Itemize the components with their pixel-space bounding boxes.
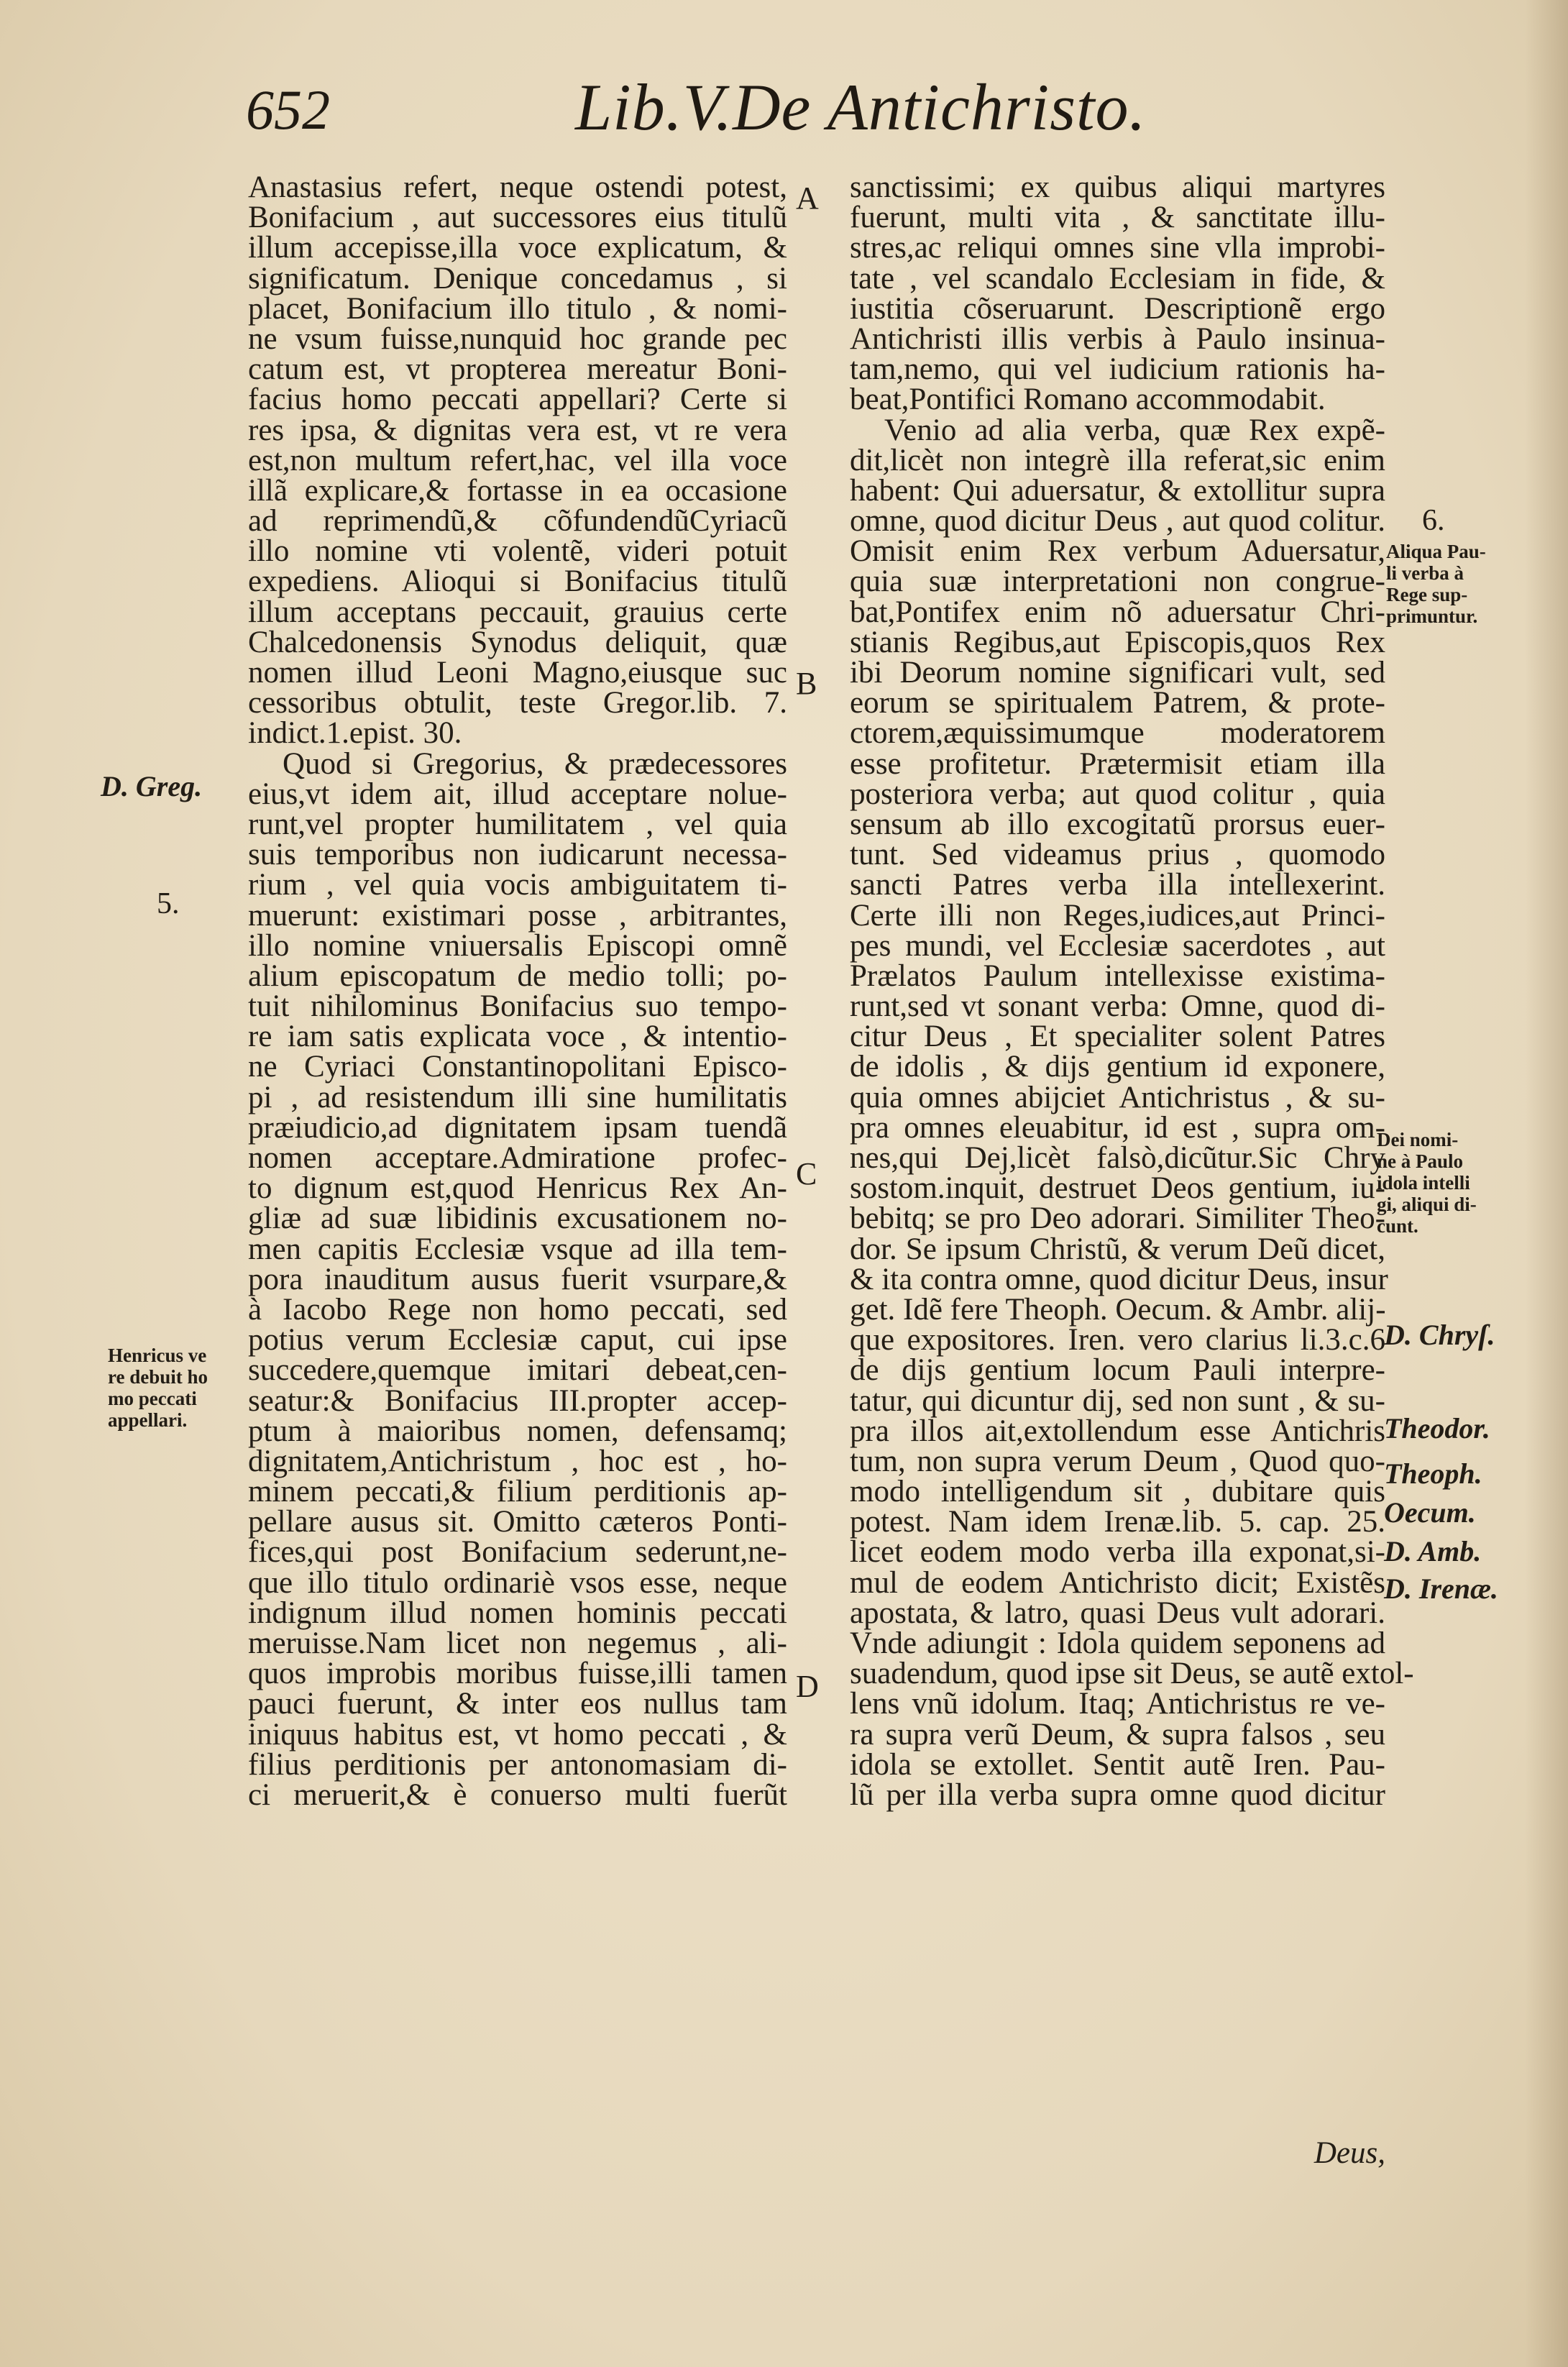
text-line: men capitis Ecclesiæ vsque ad illa tem- (248, 1232, 787, 1266)
text-line: idola se extollet. Sentit autẽ Iren. Pau- (850, 1747, 1385, 1782)
text-line: Vnde adiungit : Idola quidem seponens ad (850, 1626, 1385, 1660)
text-line: tatur, qui dicuntur dij, sed non sunt , & su- (850, 1383, 1385, 1418)
text-line: potius verum Ecclesiæ caput, cui ipse (248, 1323, 787, 1358)
text-line: quia suæ interpretationi non congrue- (850, 564, 1385, 599)
text-line: runt,vel propter humilitatem , vel quia (248, 807, 787, 841)
text-line: ra supra verũ Deum, & supra falsos , seu (850, 1717, 1385, 1752)
text-line: Anastasius refert, neque ostendi potest, (248, 170, 787, 204)
section-letter-c: C (796, 1156, 817, 1191)
text-line: suis temporibus non iudicarunt necessa- (248, 838, 787, 872)
text-line: lens vnũ idolum. Itaq; Antichristus re ve- (850, 1687, 1385, 1721)
text-line: pora inauditum ausus fuerit vsurpare,& (248, 1262, 787, 1296)
text-line: rium , vel quia vocis ambiguitatem ti- (248, 868, 787, 902)
catchword: Deus, (1313, 2136, 1385, 2170)
margin-line: ne à Paulo (1377, 1150, 1464, 1172)
text-line: Antichristi illis verbis à Paulo insinua- (850, 321, 1385, 356)
text-line: bat,Pontifex enim nõ aduersatur Chri- (850, 595, 1385, 629)
text-line: licet eodem modo verba illa exponat,si- (850, 1535, 1385, 1570)
text-line: nomen illud Leoni Magno,eiusque suc (248, 656, 787, 690)
text-line: fices,qui post Bonifacium sederunt,ne- (248, 1535, 787, 1570)
margin-note-theodor: Theodor. (1384, 1412, 1490, 1445)
text-line: esse profitetur. Prætermisit etiam illa (850, 746, 1385, 781)
text-line: tum, non supra verum Deum , Quod quo- (850, 1444, 1385, 1478)
text-line: nomen acceptare.Admiratione profec- (248, 1141, 787, 1175)
text-line: cessoribus obtulit, teste Gregor.lib. 7. (248, 686, 787, 720)
text-line: tam,nemo, qui vel iudicium rationis ha- (850, 352, 1385, 387)
text-line: pra illos ait,extollendum esse Antichris (850, 1414, 1385, 1448)
text-line: quia omnes abijciet Antichristus , & su- (850, 1080, 1385, 1114)
text-line: dor. Se ipsum Christũ, & verum Deũ dicet, (850, 1232, 1385, 1266)
text-line: to dignum est,quod Henricus Rex An- (248, 1171, 787, 1206)
text-line: ctorem,æquissimumque moderatorem (850, 716, 1385, 751)
margin-line: idola intelli (1377, 1172, 1470, 1194)
text-line: pes mundi, vel Ecclesiæ sacerdotes , aut (850, 928, 1385, 963)
text-line: præiudicio,ad dignitatem ipsam tuendã (248, 1110, 787, 1145)
text-line: posteriora verba; aut quod colitur , quia (850, 777, 1385, 811)
margin-line: Rege sup- (1386, 584, 1468, 605)
text-line: illo nomine vti volentẽ, videri potuit (248, 534, 787, 569)
text-line: que expositores. Iren. vero clarius li.3.c.6 (850, 1323, 1385, 1358)
text-line: minem peccati,& filium perditionis ap- (248, 1475, 787, 1509)
text-line: apostata, & latro, quasi Deus vult adorari. (850, 1595, 1385, 1630)
text-line: Bonifacium , aut successores eius titulũ (248, 201, 787, 235)
text-line: placet, Bonifacium illo titulo , & nomi- (248, 291, 787, 326)
text-line: beat,Pontifici Romano accommodabit. (850, 383, 1326, 417)
section-letter-b: B (796, 666, 817, 701)
section-letter-a: A (796, 180, 819, 216)
text-line: ne vsum fuisse,nunquid hoc grande pec (248, 321, 787, 356)
margin-note-aliqua (1386, 541, 1486, 627)
margin-note-theoph: Theoph. (1384, 1457, 1482, 1490)
text-line: meruisse.Nam licet non negemus , ali- (248, 1626, 787, 1660)
margin-line: Henricus ve (108, 1345, 207, 1366)
text-line: illo nomine vniuersalis Episcopi omnẽ (248, 928, 787, 963)
page-edge-shadow (1525, 0, 1568, 2367)
text-line: expediens. Alioqui si Bonifacius titulũ (248, 564, 787, 599)
margin-note-amb: D. Amb. (1384, 1535, 1482, 1567)
text-line: modo intelligendum sit , dubitare quis (850, 1475, 1385, 1509)
text-line: indict.1.epist. 30. (248, 716, 462, 751)
text-line: de dijs gentium locum Pauli interpre- (850, 1353, 1385, 1388)
text-line: Quod si Gregorius, & prædecessores (283, 746, 787, 781)
left-text-column (248, 170, 787, 1812)
text-line: ad reprimendũ,& cõfundendũCyriacũ (248, 504, 787, 539)
section-letter-d: D (796, 1669, 819, 1704)
text-line: mul de eodem Antichristo dicit; Existẽs (850, 1565, 1385, 1600)
text-line: omne, quod dicitur Deus , aut quod colitur. (850, 504, 1385, 539)
text-line: eius,vt idem ait, illud acceptare nolue- (248, 777, 787, 811)
text-line: que illo titulo ordinariè vsos esse, neque (248, 1565, 787, 1600)
text-line: Venio ad alia verba, quæ Rex expẽ- (884, 413, 1385, 447)
margin-line: li verba à (1386, 562, 1464, 584)
text-line: habent: Qui aduersatur, & extollitur supra (850, 473, 1385, 508)
text-line: ibi Deorum nomine significari vult, sed (850, 656, 1385, 690)
margin-line: Dei nomi- (1377, 1129, 1459, 1150)
margin-note-henricus (108, 1345, 208, 1431)
margin-note-dei-nomine (1377, 1129, 1477, 1237)
margin-line: gi, aliqui di- (1377, 1194, 1477, 1215)
text-line: filius perditionis per antonomasiam di- (248, 1747, 787, 1782)
margin-note-d-greg: D. Greg. (101, 770, 203, 802)
paragraph-number-5: 5. (157, 887, 180, 920)
text-line: citur Deus , Et specialiter solent Patres (850, 1020, 1385, 1054)
text-line: eorum se spiritualem Patrem, & prote- (850, 686, 1385, 720)
text-line: res ipsa, & dignitas vera est, vt re vera (248, 413, 787, 447)
text-line: lũ per illa verba supra omne quod dicitur (850, 1777, 1385, 1812)
margin-line: appellari. (108, 1409, 188, 1431)
text-line: re iam satis explicata voce , & intentio- (248, 1020, 787, 1054)
text-line: iustitia cõseruarunt. Descriptionẽ ergo (850, 291, 1385, 326)
text-line: potest. Nam idem Irenæ.lib. 5. cap. 25. (850, 1505, 1385, 1539)
text-line: iniquus habitus est, vt homo peccati , & (248, 1717, 787, 1752)
margin-line: primuntur. (1386, 605, 1478, 627)
margin-line: mo peccati (108, 1388, 197, 1409)
text-line: Omisit enim Rex verbum Aduersatur, (850, 534, 1385, 569)
text-line: stres,ac reliqui omnes sine vlla improbi- (850, 231, 1385, 265)
paragraph-number-6: 6. (1422, 504, 1445, 537)
text-line: succedere,quemque imitari debeat,cen- (248, 1353, 787, 1388)
margin-line: cunt. (1377, 1215, 1418, 1237)
text-line: nes,qui Dej,licèt falsò,dicũtur.Sic Chry (850, 1141, 1385, 1175)
margin-line: re debuit ho (108, 1366, 208, 1388)
text-line: illã explicare,& fortasse in ea occasione (248, 473, 787, 508)
text-line: ptum à maioribus nomen, defensamq; (248, 1414, 787, 1448)
text-line: est,non multum refert,hac, vel illa voce (248, 443, 787, 477)
text-line: sanctissimi; ex quibus aliqui martyres (850, 170, 1385, 204)
text-line: runt,sed vt sonant verba: Omne, quod di- (850, 989, 1385, 1024)
text-line: pi , ad resistendum illi sine humilitatis (248, 1080, 787, 1114)
margin-note-chrys: D. Chryſ. (1384, 1319, 1495, 1351)
text-line: sensum ab illo excogitatũ prorsus euer- (850, 807, 1385, 841)
text-line: facius homo peccati appellari? Certe si (248, 383, 787, 417)
text-line: catum est, vt propterea mereatur Boni- (248, 352, 787, 387)
text-line: pellare ausus sit. Omitto cæteros Ponti- (248, 1505, 787, 1539)
text-line: sancti Patres verba illa intellexerint. (850, 868, 1385, 902)
text-line: dignitatem,Antichristum , hoc est , ho- (248, 1444, 787, 1478)
text-line: fuerunt, multi vita , & sanctitate illu- (850, 201, 1385, 235)
text-line: Certe illi non Reges,iudices,aut Princi- (850, 898, 1385, 933)
text-line: tunt. Sed videamus prius , quomodo (850, 838, 1385, 872)
text-line: gliæ ad suæ libidinis excusationem no- (248, 1201, 787, 1236)
text-line: tuit nihilominus Bonifacius suo tempo- (248, 989, 787, 1024)
text-line: de idolis , & dijs gentium id exponere, (850, 1050, 1385, 1084)
margin-line: Aliqua Pau- (1386, 541, 1486, 562)
text-line: & ita contra omne, quod dicitur Deus, insur (850, 1262, 1388, 1296)
text-line: suadendum, quod ipse sit Deus, se autẽ extol- (850, 1657, 1414, 1691)
text-line: bebitq; se pro Deo adorari. Similiter Theo- (850, 1201, 1385, 1236)
text-line: sostom.inquit, destruet Deos gentium, iu- (850, 1171, 1385, 1206)
text-line: illum acceptans peccauit, grauius certe (248, 595, 787, 629)
text-line: pra omnes eleuabitur, id est , supra om- (850, 1110, 1385, 1145)
text-line: indignum illud nomen hominis peccati (248, 1595, 787, 1630)
text-line: muerunt: existimari posse , arbitrantes, (248, 898, 787, 933)
right-text-column (850, 170, 1414, 1812)
text-line: seatur:& Bonifacius III.propter accep- (248, 1383, 787, 1418)
margin-note-irenae: D. Irenæ. (1384, 1572, 1498, 1605)
text-line: get. Idẽ fere Theoph. Oecum. & Ambr. alij- (850, 1292, 1386, 1327)
text-line: illum accepisse,illa voce explicatum, & (248, 231, 787, 265)
page-header (0, 69, 1568, 155)
folio-number: 652 (246, 78, 330, 141)
text-line: pauci fuerunt, & inter eos nullus tam (248, 1687, 787, 1721)
text-line: ne Cyriaci Constantinopolitani Episco- (248, 1050, 787, 1084)
text-line: Chalcedonensis Synodus deliquit, quæ (248, 625, 787, 659)
text-line: Prælatos Paulum intellexisse existima- (850, 958, 1385, 993)
text-line: alium episcopatum de medio tolli; po- (248, 958, 787, 993)
text-line: tate , vel scandalo Ecclesiam in fide, & (850, 261, 1385, 296)
text-line: quos improbis moribus fuisse,illi tamen (248, 1657, 787, 1691)
margin-note-oecum: Oecum. (1384, 1496, 1476, 1529)
text-line: dit,licèt non integrè illa referat,sic enim (850, 443, 1385, 477)
text-line: stianis Regibus,aut Episcopis,quos Rex (850, 625, 1385, 659)
text-line: ci meruerit,& è conuerso multi fuerũt (248, 1777, 787, 1812)
running-title: Lib.V.De Antichristo. (575, 70, 1147, 144)
text-line: significatum. Denique concedamus , si (248, 261, 787, 296)
text-line: à Iacobo Rege non homo peccati, sed (248, 1292, 787, 1327)
